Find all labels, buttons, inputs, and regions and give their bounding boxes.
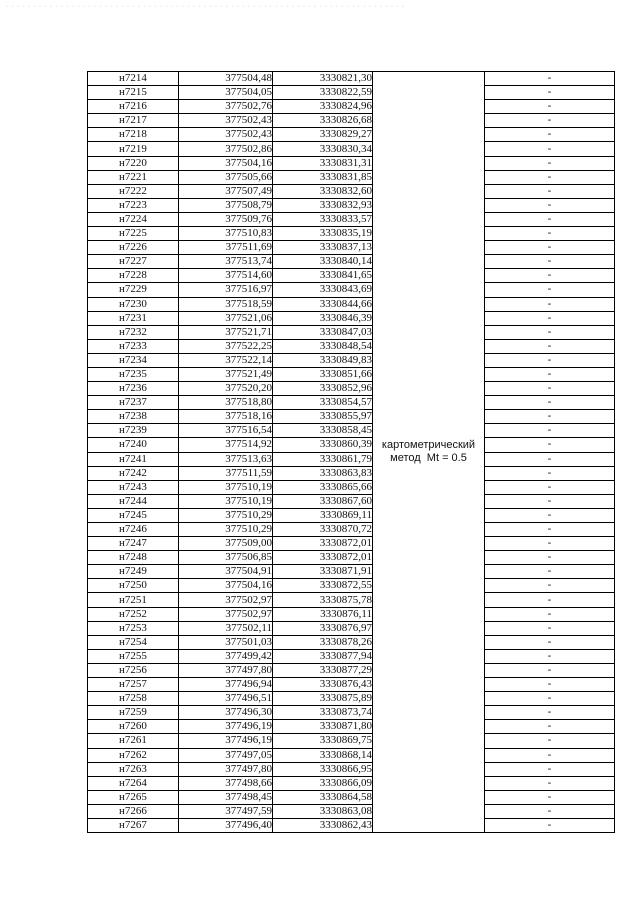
table-row — [88, 804, 615, 818]
y-coordinate-cell: 3330831,85 — [273, 170, 373, 184]
y-coordinate-cell: 3330866,95 — [273, 762, 373, 776]
table-row — [88, 607, 615, 621]
point-number-cell: н7233 — [88, 339, 179, 353]
table-row — [88, 593, 615, 607]
y-coordinate-cell: 3330848,54 — [273, 339, 373, 353]
error-value-cell: - — [485, 353, 615, 367]
y-coordinate-cell: 3330824,96 — [273, 100, 373, 114]
error-value-cell: - — [485, 72, 615, 86]
error-value-cell: - — [485, 86, 615, 100]
point-number-cell: н7237 — [88, 396, 179, 410]
x-coordinate-cell: 377513,63 — [179, 452, 273, 466]
table-row — [88, 212, 615, 226]
error-value-cell: - — [485, 776, 615, 790]
point-number-cell: н7221 — [88, 170, 179, 184]
point-number-cell: н7255 — [88, 649, 179, 663]
point-number-cell: н7232 — [88, 325, 179, 339]
table-row — [88, 353, 615, 367]
error-value-cell: - — [485, 410, 615, 424]
x-coordinate-cell: 377501,03 — [179, 635, 273, 649]
table-row — [88, 311, 615, 325]
x-coordinate-cell: 377502,11 — [179, 621, 273, 635]
error-value-cell: - — [485, 466, 615, 480]
table-row — [88, 269, 615, 283]
point-number-cell: н7240 — [88, 438, 179, 452]
method-cell — [373, 72, 485, 833]
error-value-cell: - — [485, 311, 615, 325]
error-value-cell: - — [485, 269, 615, 283]
x-coordinate-cell: 377504,16 — [179, 579, 273, 593]
table-row — [88, 424, 615, 438]
x-coordinate-cell: 377511,69 — [179, 241, 273, 255]
point-number-cell: н7215 — [88, 86, 179, 100]
table-row — [88, 100, 615, 114]
point-number-cell: н7265 — [88, 790, 179, 804]
point-number-cell: н7238 — [88, 410, 179, 424]
table-row — [88, 663, 615, 677]
table-row — [88, 339, 615, 353]
x-coordinate-cell: 377505,66 — [179, 170, 273, 184]
x-coordinate-cell: 377498,45 — [179, 790, 273, 804]
method-line-1: картометрический — [381, 439, 476, 452]
point-number-cell: н7251 — [88, 593, 179, 607]
error-value-cell: - — [485, 452, 615, 466]
error-value-cell: - — [485, 100, 615, 114]
point-number-cell: н7244 — [88, 494, 179, 508]
table-row — [88, 255, 615, 269]
table-row — [88, 776, 615, 790]
y-coordinate-cell: 3330871,80 — [273, 720, 373, 734]
point-number-cell: н7267 — [88, 818, 179, 832]
point-number-cell: н7243 — [88, 480, 179, 494]
error-value-cell: - — [485, 128, 615, 142]
table-row — [88, 156, 615, 170]
x-coordinate-cell: 377510,29 — [179, 523, 273, 537]
y-coordinate-cell: 3330876,97 — [273, 621, 373, 635]
point-number-cell: н7247 — [88, 537, 179, 551]
point-number-cell: н7253 — [88, 621, 179, 635]
table-row — [88, 508, 615, 522]
table-row — [88, 114, 615, 128]
error-value-cell: - — [485, 212, 615, 226]
x-coordinate-cell: 377510,19 — [179, 480, 273, 494]
error-value-cell: - — [485, 678, 615, 692]
point-number-cell: н7258 — [88, 692, 179, 706]
coordinates-table-body — [88, 72, 615, 833]
table-row — [88, 565, 615, 579]
x-coordinate-cell: 377518,80 — [179, 396, 273, 410]
table-row — [88, 734, 615, 748]
x-coordinate-cell: 377502,97 — [179, 593, 273, 607]
y-coordinate-cell: 3330877,29 — [273, 663, 373, 677]
point-number-cell: н7263 — [88, 762, 179, 776]
y-coordinate-cell: 3330871,91 — [273, 565, 373, 579]
point-number-cell: н7218 — [88, 128, 179, 142]
y-coordinate-cell: 3330861,79 — [273, 452, 373, 466]
x-coordinate-cell: 377502,43 — [179, 128, 273, 142]
y-coordinate-cell: 3330832,60 — [273, 184, 373, 198]
y-coordinate-cell: 3330851,66 — [273, 367, 373, 381]
y-coordinate-cell: 3330865,66 — [273, 480, 373, 494]
x-coordinate-cell: 377502,97 — [179, 607, 273, 621]
y-coordinate-cell: 3330858,45 — [273, 424, 373, 438]
point-number-cell: н7217 — [88, 114, 179, 128]
y-coordinate-cell: 3330829,27 — [273, 128, 373, 142]
table-row — [88, 367, 615, 381]
x-coordinate-cell: 377513,74 — [179, 255, 273, 269]
x-coordinate-cell: 377508,79 — [179, 198, 273, 212]
x-coordinate-cell: 377496,30 — [179, 706, 273, 720]
point-number-cell: н7234 — [88, 353, 179, 367]
x-coordinate-cell: 377496,51 — [179, 692, 273, 706]
x-coordinate-cell: 377509,76 — [179, 212, 273, 226]
table-row — [88, 692, 615, 706]
y-coordinate-cell: 3330826,68 — [273, 114, 373, 128]
x-coordinate-cell: 377504,16 — [179, 156, 273, 170]
y-coordinate-cell: 3330862,43 — [273, 818, 373, 832]
table-row — [88, 438, 615, 452]
point-number-cell: н7252 — [88, 607, 179, 621]
table-row — [88, 635, 615, 649]
point-number-cell: н7249 — [88, 565, 179, 579]
y-coordinate-cell: 3330837,13 — [273, 241, 373, 255]
x-coordinate-cell: 377521,71 — [179, 325, 273, 339]
table-row — [88, 170, 615, 184]
y-coordinate-cell: 3330843,69 — [273, 283, 373, 297]
x-coordinate-cell: 377506,85 — [179, 551, 273, 565]
x-coordinate-cell: 377522,14 — [179, 353, 273, 367]
y-coordinate-cell: 3330875,89 — [273, 692, 373, 706]
error-value-cell: - — [485, 734, 615, 748]
y-coordinate-cell: 3330876,43 — [273, 678, 373, 692]
error-value-cell: - — [485, 621, 615, 635]
point-number-cell: н7228 — [88, 269, 179, 283]
table-row — [88, 790, 615, 804]
coordinates-table — [87, 71, 615, 833]
error-value-cell: - — [485, 198, 615, 212]
error-value-cell: - — [485, 565, 615, 579]
x-coordinate-cell: 377496,19 — [179, 720, 273, 734]
point-number-cell: н7245 — [88, 508, 179, 522]
y-coordinate-cell: 3330822,59 — [273, 86, 373, 100]
table-row — [88, 480, 615, 494]
x-coordinate-cell: 377496,40 — [179, 818, 273, 832]
y-coordinate-cell: 3330830,34 — [273, 142, 373, 156]
point-number-cell: н7216 — [88, 100, 179, 114]
table-row — [88, 241, 615, 255]
table-row — [88, 142, 615, 156]
error-value-cell: - — [485, 663, 615, 677]
y-coordinate-cell: 3330863,08 — [273, 804, 373, 818]
x-coordinate-cell: 377510,29 — [179, 508, 273, 522]
scan-header-noise: · · · · · · · · · · · · · · · · · · · · · · · · · · · · · · · · · · · · · · · · · · · · · · · · · · · · · · · · · · · · · · · · · · · · · · · · · — [6, 4, 405, 10]
y-coordinate-cell: 3330867,60 — [273, 494, 373, 508]
y-coordinate-cell: 3330833,57 — [273, 212, 373, 226]
x-coordinate-cell: 377521,49 — [179, 367, 273, 381]
x-coordinate-cell: 377504,48 — [179, 72, 273, 86]
x-coordinate-cell: 377502,86 — [179, 142, 273, 156]
point-number-cell: н7266 — [88, 804, 179, 818]
x-coordinate-cell: 377516,54 — [179, 424, 273, 438]
y-coordinate-cell: 3330870,72 — [273, 523, 373, 537]
x-coordinate-cell: 377521,06 — [179, 311, 273, 325]
point-number-cell: н7223 — [88, 198, 179, 212]
error-value-cell: - — [485, 114, 615, 128]
error-value-cell: - — [485, 508, 615, 522]
x-coordinate-cell: 377514,60 — [179, 269, 273, 283]
error-value-cell: - — [485, 720, 615, 734]
y-coordinate-cell: 3330864,58 — [273, 790, 373, 804]
point-number-cell: н7254 — [88, 635, 179, 649]
x-coordinate-cell: 377497,80 — [179, 663, 273, 677]
point-number-cell: н7257 — [88, 678, 179, 692]
x-coordinate-cell: 377502,76 — [179, 100, 273, 114]
point-number-cell: н7246 — [88, 523, 179, 537]
x-coordinate-cell: 377499,42 — [179, 649, 273, 663]
point-number-cell: н7231 — [88, 311, 179, 325]
error-value-cell: - — [485, 297, 615, 311]
table-row — [88, 466, 615, 480]
error-value-cell: - — [485, 523, 615, 537]
point-number-cell: н7219 — [88, 142, 179, 156]
error-value-cell: - — [485, 692, 615, 706]
table-row — [88, 410, 615, 424]
error-value-cell: - — [485, 325, 615, 339]
y-coordinate-cell: 3330831,31 — [273, 156, 373, 170]
point-number-cell: н7229 — [88, 283, 179, 297]
y-coordinate-cell: 3330841,65 — [273, 269, 373, 283]
y-coordinate-cell: 3330875,78 — [273, 593, 373, 607]
table-row — [88, 325, 615, 339]
point-number-cell: н7230 — [88, 297, 179, 311]
point-number-cell: н7259 — [88, 706, 179, 720]
table-row — [88, 818, 615, 832]
y-coordinate-cell: 3330869,75 — [273, 734, 373, 748]
x-coordinate-cell: 377518,59 — [179, 297, 273, 311]
y-coordinate-cell: 3330873,74 — [273, 706, 373, 720]
y-coordinate-cell: 3330863,83 — [273, 466, 373, 480]
table-row — [88, 720, 615, 734]
x-coordinate-cell: 377511,59 — [179, 466, 273, 480]
point-number-cell: н7236 — [88, 382, 179, 396]
table-row — [88, 396, 615, 410]
y-coordinate-cell: 3330872,01 — [273, 537, 373, 551]
point-number-cell: н7214 — [88, 72, 179, 86]
point-number-cell: н7241 — [88, 452, 179, 466]
x-coordinate-cell: 377522,25 — [179, 339, 273, 353]
error-value-cell: - — [485, 494, 615, 508]
table-row — [88, 748, 615, 762]
table-row — [88, 551, 615, 565]
x-coordinate-cell: 377518,16 — [179, 410, 273, 424]
error-value-cell: - — [485, 579, 615, 593]
error-value-cell: - — [485, 255, 615, 269]
error-value-cell: - — [485, 367, 615, 381]
error-value-cell: - — [485, 382, 615, 396]
error-value-cell: - — [485, 818, 615, 832]
error-value-cell: - — [485, 790, 615, 804]
point-number-cell: н7260 — [88, 720, 179, 734]
y-coordinate-cell: 3330876,11 — [273, 607, 373, 621]
point-number-cell: н7226 — [88, 241, 179, 255]
table-row — [88, 494, 615, 508]
y-coordinate-cell: 3330872,01 — [273, 551, 373, 565]
table-row — [88, 184, 615, 198]
y-coordinate-cell: 3330849,83 — [273, 353, 373, 367]
error-value-cell: - — [485, 804, 615, 818]
table-row — [88, 678, 615, 692]
y-coordinate-cell: 3330878,26 — [273, 635, 373, 649]
x-coordinate-cell: 377497,80 — [179, 762, 273, 776]
x-coordinate-cell: 377497,05 — [179, 748, 273, 762]
table-row — [88, 86, 615, 100]
point-number-cell: н7235 — [88, 367, 179, 381]
error-value-cell: - — [485, 424, 615, 438]
error-value-cell: - — [485, 227, 615, 241]
point-number-cell: н7264 — [88, 776, 179, 790]
y-coordinate-cell: 3330866,09 — [273, 776, 373, 790]
error-value-cell: - — [485, 635, 615, 649]
point-number-cell: н7262 — [88, 748, 179, 762]
x-coordinate-cell: 377510,19 — [179, 494, 273, 508]
y-coordinate-cell: 3330844,66 — [273, 297, 373, 311]
y-coordinate-cell: 3330847,03 — [273, 325, 373, 339]
table-row — [88, 621, 615, 635]
error-value-cell: - — [485, 156, 615, 170]
table-row — [88, 283, 615, 297]
table-row — [88, 382, 615, 396]
x-coordinate-cell: 377496,94 — [179, 678, 273, 692]
y-coordinate-cell: 3330877,94 — [273, 649, 373, 663]
table-row — [88, 762, 615, 776]
error-value-cell: - — [485, 438, 615, 452]
error-value-cell: - — [485, 537, 615, 551]
y-coordinate-cell: 3330832,93 — [273, 198, 373, 212]
table-row — [88, 452, 615, 466]
point-number-cell: н7242 — [88, 466, 179, 480]
table-row — [88, 297, 615, 311]
error-value-cell: - — [485, 649, 615, 663]
error-value-cell: - — [485, 762, 615, 776]
table-row — [88, 579, 615, 593]
y-coordinate-cell: 3330869,11 — [273, 508, 373, 522]
y-coordinate-cell: 3330821,30 — [273, 72, 373, 86]
error-value-cell: - — [485, 748, 615, 762]
y-coordinate-cell: 3330840,14 — [273, 255, 373, 269]
error-value-cell: - — [485, 593, 615, 607]
error-value-cell: - — [485, 339, 615, 353]
y-coordinate-cell: 3330860,39 — [273, 438, 373, 452]
x-coordinate-cell: 377497,59 — [179, 804, 273, 818]
method-line-2: метод Mt = 0.5 — [390, 452, 467, 465]
point-number-cell: н7227 — [88, 255, 179, 269]
x-coordinate-cell: 377509,00 — [179, 537, 273, 551]
error-value-cell: - — [485, 706, 615, 720]
point-number-cell: н7224 — [88, 212, 179, 226]
point-number-cell: н7256 — [88, 663, 179, 677]
x-coordinate-cell: 377498,66 — [179, 776, 273, 790]
table-row — [88, 523, 615, 537]
x-coordinate-cell: 377507,49 — [179, 184, 273, 198]
error-value-cell: - — [485, 142, 615, 156]
y-coordinate-cell: 3330868,14 — [273, 748, 373, 762]
point-number-cell: н7222 — [88, 184, 179, 198]
error-value-cell: - — [485, 241, 615, 255]
error-value-cell: - — [485, 551, 615, 565]
table-row — [88, 706, 615, 720]
table-row — [88, 198, 615, 212]
y-coordinate-cell: 3330855,97 — [273, 410, 373, 424]
error-value-cell: - — [485, 396, 615, 410]
x-coordinate-cell: 377496,19 — [179, 734, 273, 748]
x-coordinate-cell: 377514,92 — [179, 438, 273, 452]
error-value-cell: - — [485, 480, 615, 494]
table-row — [88, 537, 615, 551]
y-coordinate-cell: 3330846,39 — [273, 311, 373, 325]
table-row — [88, 128, 615, 142]
error-value-cell: - — [485, 170, 615, 184]
error-value-cell: - — [485, 607, 615, 621]
point-number-cell: н7250 — [88, 579, 179, 593]
y-coordinate-cell: 3330852,96 — [273, 382, 373, 396]
point-number-cell: н7248 — [88, 551, 179, 565]
point-number-cell: н7220 — [88, 156, 179, 170]
table-row — [88, 72, 615, 86]
y-coordinate-cell: 3330835,19 — [273, 227, 373, 241]
y-coordinate-cell: 3330854,57 — [273, 396, 373, 410]
table-row — [88, 649, 615, 663]
point-number-cell: н7239 — [88, 424, 179, 438]
error-value-cell: - — [485, 283, 615, 297]
x-coordinate-cell: 377502,43 — [179, 114, 273, 128]
y-coordinate-cell: 3330872,55 — [273, 579, 373, 593]
x-coordinate-cell: 377516,97 — [179, 283, 273, 297]
x-coordinate-cell: 377504,05 — [179, 86, 273, 100]
x-coordinate-cell: 377504,91 — [179, 565, 273, 579]
point-number-cell: н7261 — [88, 734, 179, 748]
point-number-cell: н7225 — [88, 227, 179, 241]
table-row — [88, 227, 615, 241]
x-coordinate-cell: 377510,83 — [179, 227, 273, 241]
error-value-cell: - — [485, 184, 615, 198]
x-coordinate-cell: 377520,20 — [179, 382, 273, 396]
